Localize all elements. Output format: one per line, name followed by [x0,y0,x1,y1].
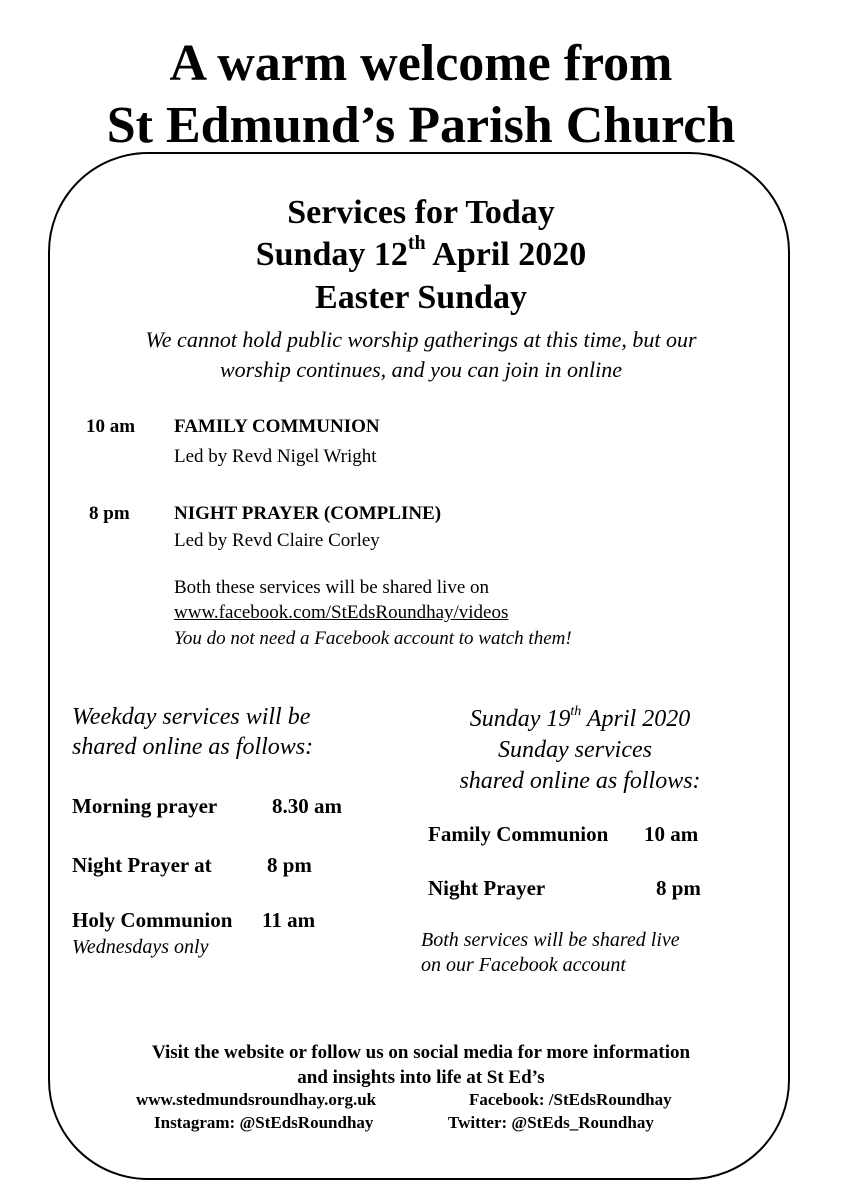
weekday-note: Wednesdays only [72,936,209,958]
page-title-line-2: St Edmund’s Parish Church [106,97,736,154]
services-date-day: Sunday 12 [255,236,408,273]
weekday-service-time: 11 am [262,908,316,932]
weekday-service-time: 8.30 am [272,794,342,818]
page-title-line-1: A warm welcome from [169,35,673,92]
next-sunday-date-day: Sunday 19 [469,706,571,732]
shared-live-note: Both these services will be shared live on [174,577,490,598]
next-sunday-date [410,704,750,735]
services-date-rest: April 2020 [425,236,587,273]
weekday-service-name: Morning prayer [72,794,218,818]
sunday-service-time: 8 pm [656,876,701,900]
sunday-note-line-2: on our Facebook account [421,954,626,976]
services-date-suffix: th [407,231,426,254]
footer-website[interactable]: www.stedmundsroundhay.org.uk [136,1090,377,1109]
footer-line-2: and insights into life at St Ed’s [297,1067,545,1088]
sunday-service-name: Family Communion [428,822,609,846]
service-time: 8 pm [89,503,130,524]
weekday-service-name: Night Prayer at [72,853,212,877]
sunday-service-time: 10 am [644,822,699,846]
services-heading: Services for Today [287,194,555,231]
weekday-heading-line-2: shared online as follows: [72,734,314,760]
services-date [0,231,842,276]
service-leader: Led by Revd Claire Corley [174,530,380,551]
weekday-service-name: Holy Communion [72,908,233,932]
services-occasion: Easter Sunday [315,279,527,316]
intro-line-1: We cannot hold public worship gatherings at this time, but our [145,327,697,352]
weekday-service-time: 8 pm [267,853,312,877]
service-title: NIGHT PRAYER (COMPLINE) [174,503,442,524]
footer-facebook[interactable]: Facebook: /StEdsRoundhay [469,1090,672,1109]
next-sunday-heading-line-2: Sunday services [498,737,652,763]
footer-twitter[interactable]: Twitter: @StEds_Roundhay [448,1113,654,1132]
service-title: FAMILY COMMUNION [174,416,380,437]
next-sunday-date-suffix: th [570,704,582,719]
next-sunday-date-rest: April 2020 [581,706,691,732]
service-leader: Led by Revd Nigel Wright [174,446,377,467]
sunday-note-line-1: Both services will be shared live [421,929,680,951]
weekday-heading-line-1: Weekday services will be [72,704,311,730]
service-time: 10 am [86,416,136,437]
footer-instagram[interactable]: Instagram: @StEdsRoundhay [154,1113,374,1132]
footer-line-1: Visit the website or follow us on social media for more information [151,1042,691,1063]
next-sunday-heading-line-3: shared online as follows: [459,768,701,794]
intro-line-2: worship continues, and you can join in online [219,357,623,382]
sunday-service-name: Night Prayer [428,876,546,900]
no-account-note: You do not need a Facebook account to watch them! [174,628,572,649]
facebook-videos-link[interactable]: www.facebook.com/StEdsRoundhay/videos [174,602,509,623]
